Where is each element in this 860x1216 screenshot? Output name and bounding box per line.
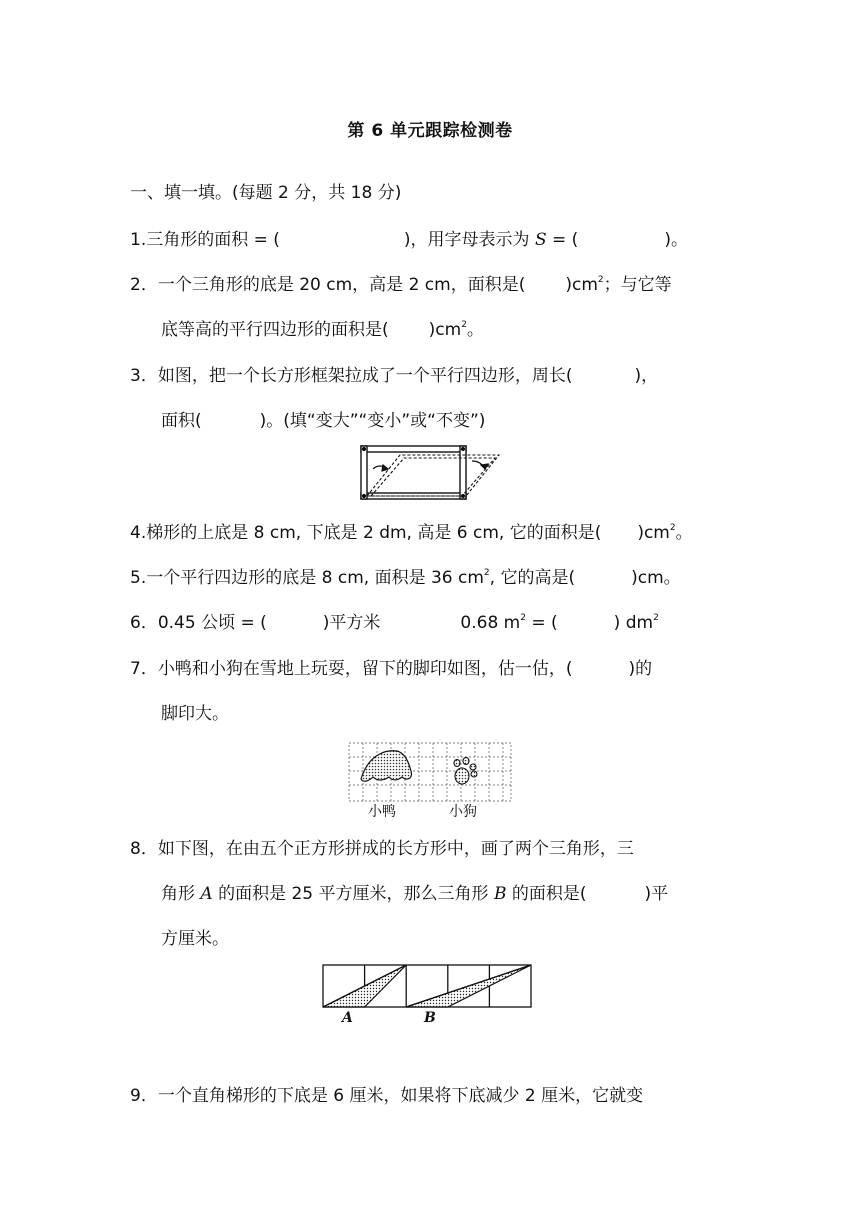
question-3: 3．如图，把一个长方形框架拉成了一个平行四边形，周长( )， — [130, 366, 659, 386]
dog-label: 小狗 — [449, 804, 477, 820]
question-3-line-2: 面积( )。(填“变大”“变小”或“不变”) — [161, 411, 486, 431]
question-9: 9．一个直角梯形的下底是 6 厘米，如果将下底减少 2 厘米，它就变 — [130, 1086, 644, 1106]
section-heading: 一、填一填。(每题 2 分，共 18 分) — [130, 183, 402, 203]
question-7-line-2: 脚印大。 — [161, 704, 229, 724]
question-number: 8 — [130, 839, 141, 859]
squares-triangles-figure — [321, 963, 534, 1009]
question-number: 2 — [130, 275, 141, 295]
question-number: 7 — [130, 659, 141, 679]
duck-footprint-icon — [361, 751, 411, 781]
question-8: 8．如下图，在由五个正方形拼成的长方形中，画了两个三角形，三 — [130, 839, 634, 859]
rectangle-frame — [361, 446, 466, 499]
parallelogram-outline — [367, 455, 499, 496]
question-5: 5.一个平行四边形的底是 8 cm, 面积是 36 $cm^2$, 它的高是( )cm。 — [130, 568, 681, 588]
question-2: 2．一个三角形的底是 20 cm，高是 2 cm，面积是( )$cm^2$；与它等 — [130, 275, 672, 295]
question-6: 6．0.45 公顷 = ( )平方米 0.68 $m^2$ = ( ) $dm^2$ — [130, 613, 659, 633]
frame-figure — [355, 441, 505, 507]
question-8-line-3: 方厘米。 — [161, 929, 229, 949]
question-4: 4.梯形的上底是 8 cm, 下底是 2 dm, 高是 6 cm, 它的面积是( )$cm^2$。 — [130, 523, 693, 543]
question-8-line-2: 角形 A 的面积是 25 平方厘米，那么三角形 B 的面积是( )平 — [161, 884, 669, 904]
duck-label: 小鸭 — [368, 804, 396, 820]
question-number: 6 — [130, 613, 141, 633]
dog-footprint-icon — [454, 758, 477, 785]
footprint-grid — [347, 741, 513, 803]
question-2-line-2: 底等高的平行四边形的面积是( )$cm^2$。 — [161, 320, 484, 340]
question-number: 4 — [130, 523, 141, 543]
page-title: 第 6 单元跟踪检测卷 — [347, 121, 513, 141]
question-number: 9 — [130, 1086, 141, 1106]
label-b: B — [424, 1010, 436, 1026]
arrow-icon — [373, 461, 488, 471]
label-a: A — [342, 1010, 353, 1026]
question-number: 3 — [130, 366, 141, 386]
question-number: 1 — [130, 230, 141, 250]
question-number: 5 — [130, 568, 141, 588]
question-1: 1.三角形的面积 = ( )，用字母表示为 S = ( )。 — [130, 230, 688, 250]
question-7: 7．小鸭和小狗在雪地上玩耍，留下的脚印如图，估一估，( )的 — [130, 659, 653, 679]
